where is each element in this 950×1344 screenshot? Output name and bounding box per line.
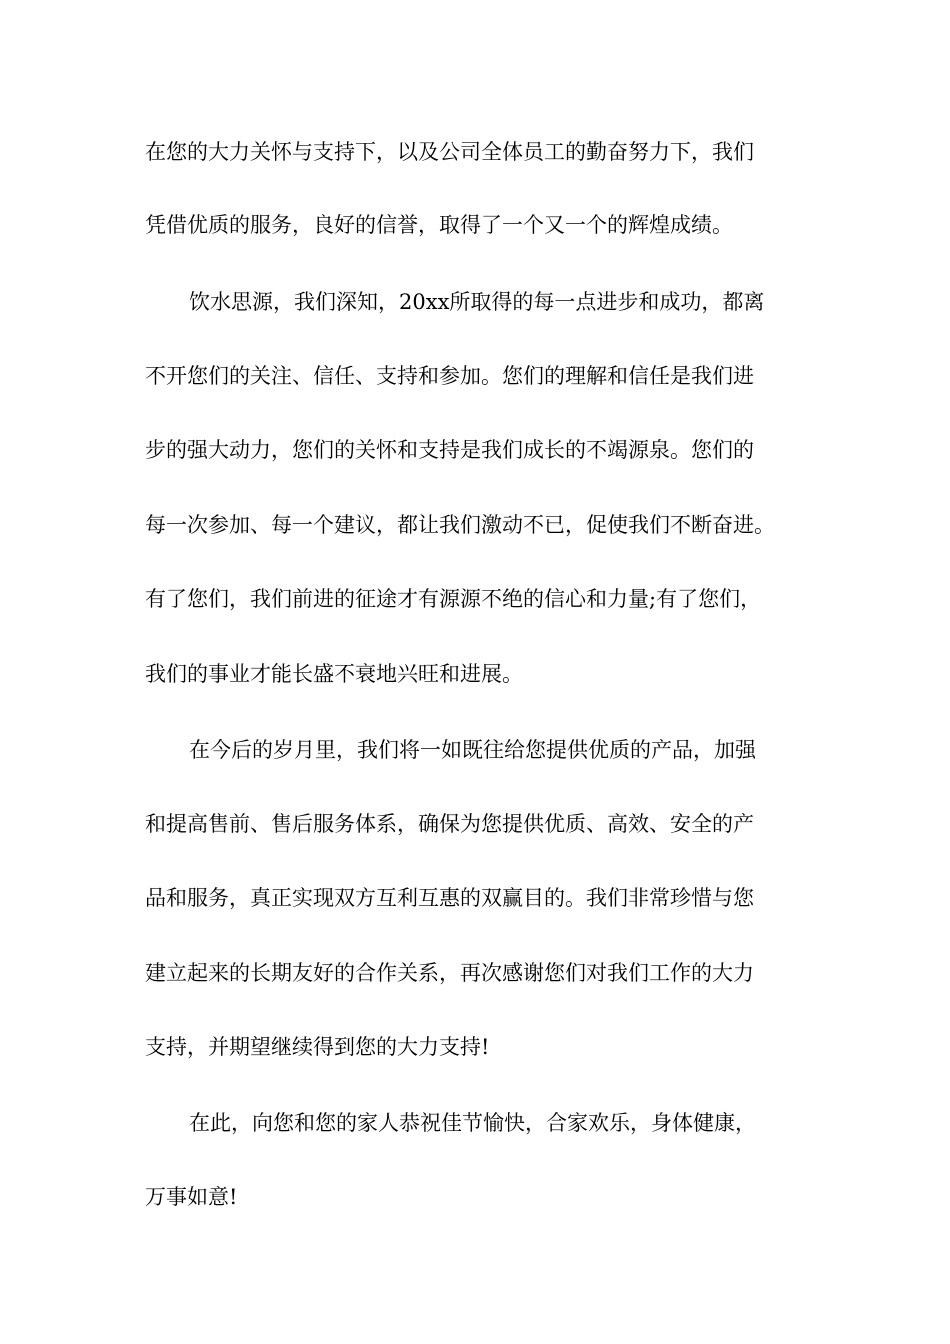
text-line: 不开您们的关注、信任、支持和参加。您们的理解和信任是我们进	[145, 364, 754, 388]
text-line: 步的强大动力，您们的关怀和支持是我们成长的不竭源泉。您们的	[145, 438, 754, 462]
text-line: 有了您们，我们前进的征途才有源源不绝的信心和力量;有了您们，	[145, 587, 762, 611]
paragraph-first-line: 在此，向您和您的家人恭祝佳节愉快，合家欢乐，身体健康，	[189, 1111, 756, 1135]
text-line: 万事如意!	[145, 1185, 238, 1209]
text-line: 每一次参加、每一个建议，都让我们激动不已，促使我们不断奋进。	[145, 513, 775, 537]
text-line: 品和服务，真正实现双方互利互惠的双赢目的。我们非常珍惜与您	[145, 886, 754, 910]
text-line: 和提高售前、售后服务体系，确保为您提供优质、高效、安全的产	[145, 812, 754, 836]
paragraph-first-line: 饮水思源，我们深知，20xx所取得的每一点进步和成功，都离	[189, 290, 765, 314]
text-line: 支持，并期望继续得到您的大力支持!	[145, 1035, 490, 1059]
text-line: 凭借优质的服务，良好的信誉，取得了一个又一个的辉煌成绩。	[145, 213, 733, 237]
text-line: 建立起来的长期友好的合作关系，再次感谢您们对我们工作的大力	[145, 961, 754, 985]
paragraph-first-line: 在今后的岁月里，我们将一如既往给您提供优质的产品，加强	[189, 738, 756, 762]
text-line: 在您的大力关怀与支持下，以及公司全体员工的勤奋努力下，我们	[145, 140, 754, 164]
text-line: 我们的事业才能长盛不衰地兴旺和进展。	[145, 662, 523, 686]
